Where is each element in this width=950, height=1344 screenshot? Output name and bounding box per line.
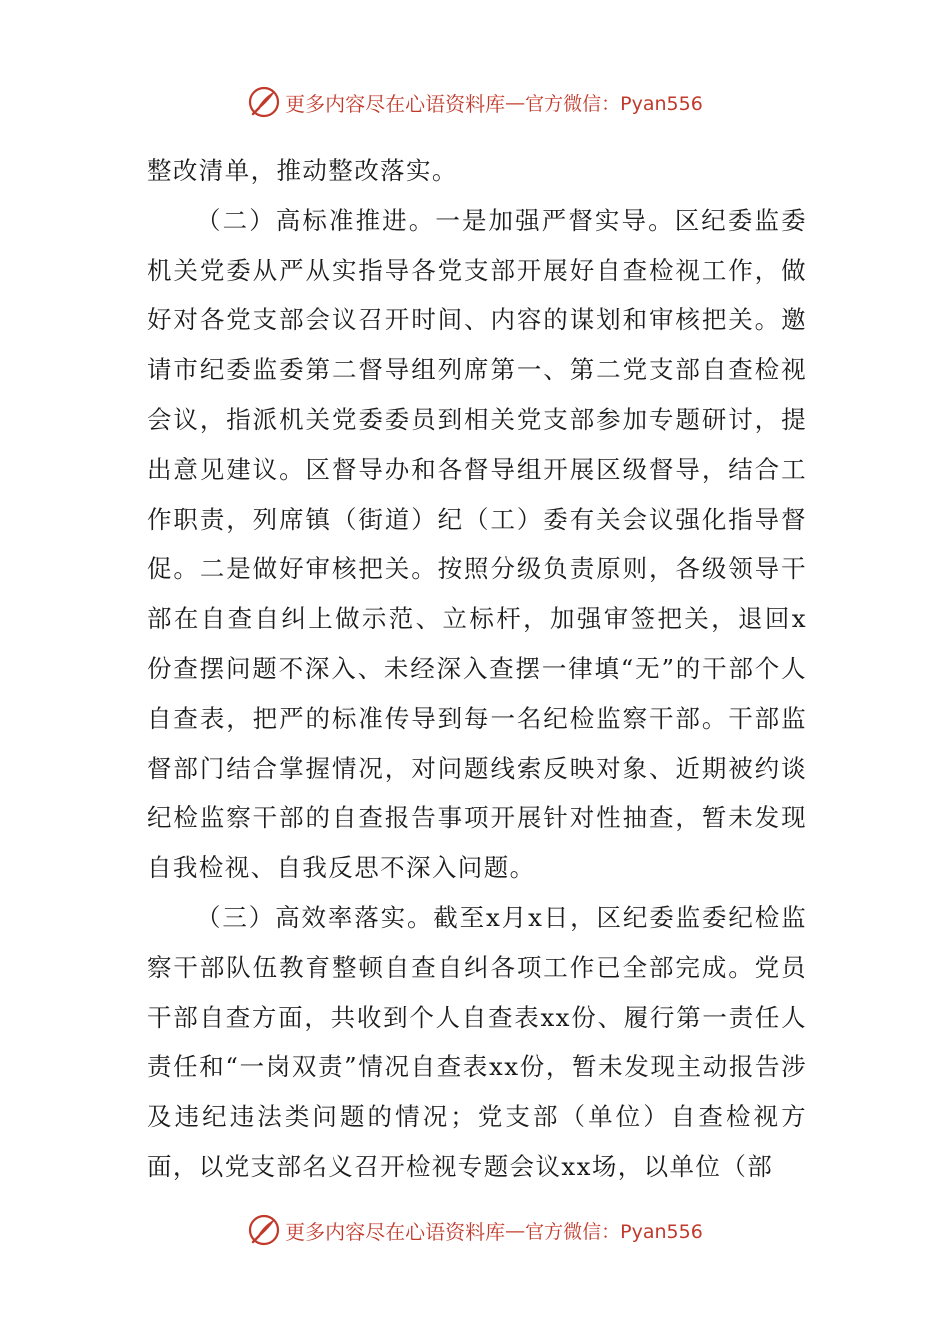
watermark-contact-text: 官方微信：Pyan556: [525, 1220, 703, 1243]
paragraph-section-2: （二）高标准推进。一是加强严督实导。区纪委监委机关党委从严从实指导各党支部开展好自查检视工作，做好对各党支部会议召开时间、内容的谋划和审核把关。邀请市纪委监委第二督导组列席第一、第二党支部自查检视会议，指派机关党委委员到相关党支部参加专题研讨，提出意见建议。区督导办和各督导组开展区级督导，结合工作职责，列席镇（街道）纪（工）委有关会议强化指导督促。二是做好审核把关。按照分级负责原则，各级领导干部在自查自纠上做示范、立标杆，加强审签把关，退回x份查摆问题不深入、未经深入查摆一律填“无”的干部个人自查表，把严的标准传导到每一名纪检监察干部。干部监督部门结合掌握情况，对问题线索反映对象、近期被约谈纪检监察干部的自查报告事项开展针对性抽查，暂未发现自我检视、自我反思不深入问题。: [147, 205, 807, 883]
watermark-dash: —: [505, 1218, 526, 1242]
watermark-contact-text: 官方微信：Pyan556: [525, 92, 703, 115]
watermark-dash: —: [505, 90, 526, 114]
paragraph-section-3: （三）高效率落实。截至x月x日，区纪委监委纪检监察干部队伍教育整顿自查自纠各项工作已全部完成。党员干部自查方面，共收到个人自查表xx份、履行第一责任人责任和“一岗双责”情况自查表xx份，暂未发现主动报告涉及违纪违法类问题的情况；党支部（单位）自查检视方面，以党支部名义召开检视专题会议xx场，以单位（部: [147, 902, 807, 1181]
watermark-brand-text: 更多内容尽在心语资料库: [285, 1219, 506, 1244]
quill-pen-logo-icon: [247, 85, 281, 119]
watermark-banner-bottom: [0, 1210, 950, 1250]
quill-pen-logo-icon: [247, 1213, 281, 1247]
paragraph-continuation: 整改清单，推动整改落实。: [147, 156, 458, 185]
document-body: [147, 146, 807, 1192]
watermark-banner-top: [0, 82, 950, 122]
watermark-brand-text: 更多内容尽在心语资料库: [285, 91, 506, 116]
